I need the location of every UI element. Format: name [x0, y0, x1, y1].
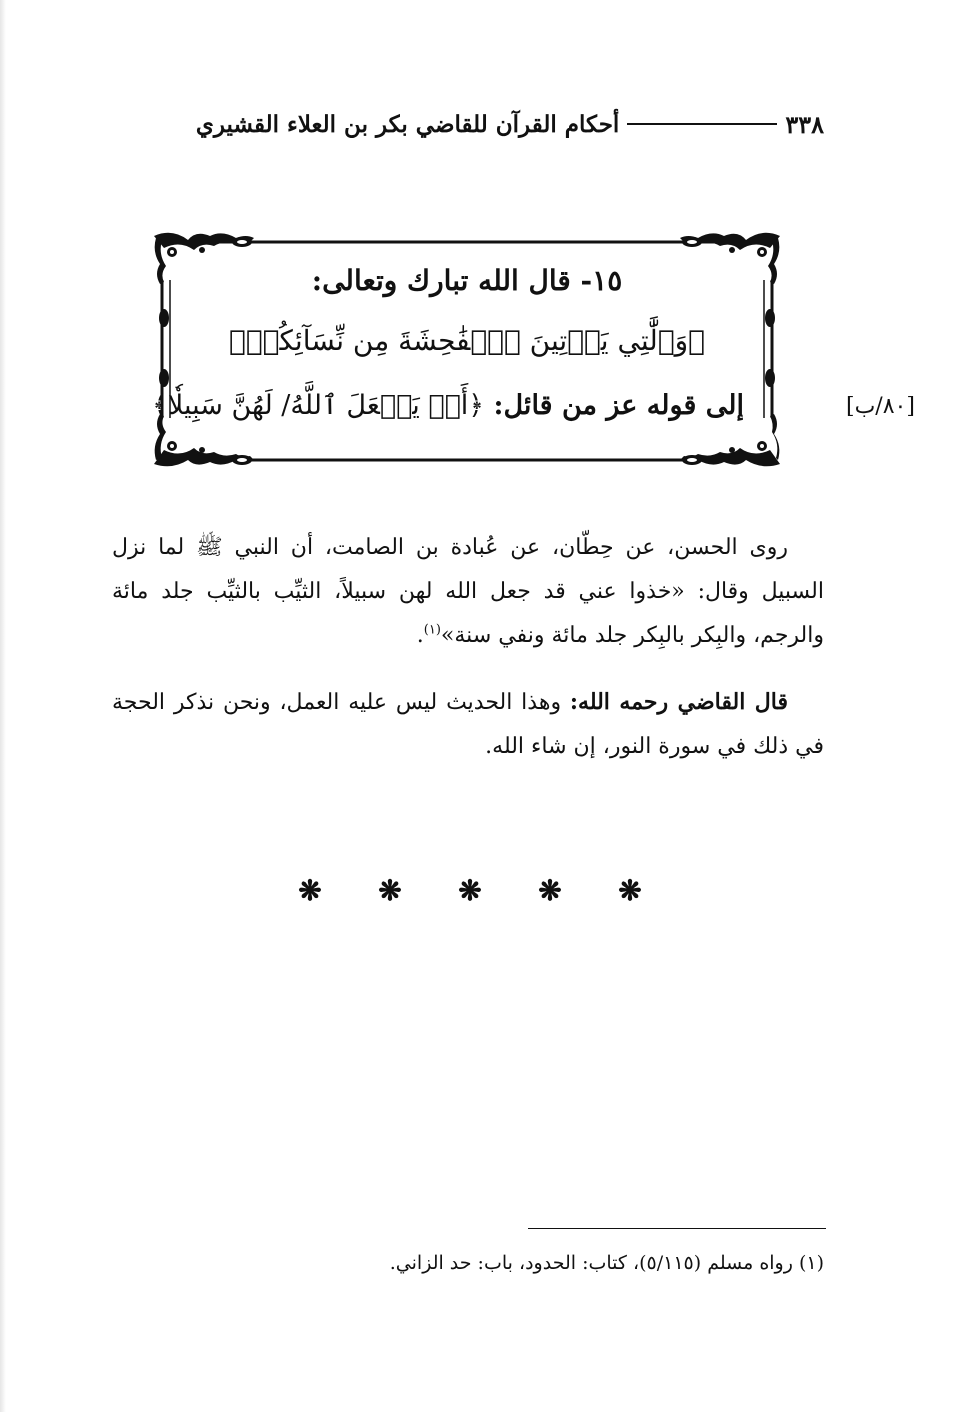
verse-heading: ١٥- قال الله تبارك وتعالى: [311, 264, 623, 297]
footnote-1: (١) رواه مسلم (٥/١١٥)، كتاب: الحدود، باب: حد الزاني. [389, 1252, 824, 1274]
asterisk-icon: ❋ [618, 874, 642, 907]
page-edge [0, 0, 6, 1412]
hadith-end-punct: . [416, 623, 424, 648]
manuscript-folio-mark: [٨٠/ب] [846, 394, 915, 419]
continuation-lead: إلى قوله عز من قائل: [493, 390, 744, 421]
footnote-rule [528, 1228, 826, 1229]
verse-continuation-line [152, 390, 744, 421]
footnote-reference-1[interactable]: (١) [423, 622, 441, 638]
frame-text [152, 228, 744, 468]
asterisk-icon: ❋ [458, 874, 482, 907]
section-separator [290, 874, 650, 907]
book-title: أحكام القرآن للقاضي بكر بن العلاء القشيري [195, 110, 620, 138]
qadi-lead: قال القاضي رحمه الله: [569, 689, 788, 715]
page-number: ٣٣٨ [785, 109, 824, 139]
header-rule [627, 123, 777, 125]
hadith-text: روى الحسن، عن حِطّان، عن عُبادة بن الصامت، أن النبي ﷺ لما نزل السبيل وقال: «خذوا عني قد جعل الله لهن سبيلاً، الثيِّب بالثيِّب جلد مائة والرجم، والبِكر بالبِكر جلد مائة ونفي سنة» [112, 535, 824, 648]
ornamental-verse-frame [150, 228, 784, 468]
quran-ayah-2: ﴿أَوۡ يَجۡعَلَ ٱللَّهُ/ لَهُنَّ سَبِيلٗا﴾ [152, 390, 485, 421]
asterisk-icon: ❋ [378, 874, 402, 907]
asterisk-icon: ❋ [298, 874, 322, 907]
qadi-comment-text: وهذا الحديث ليس عليه العمل، ونحن نذكر الحجة في ذلك في سورة النور، إن شاء الله. [112, 690, 824, 759]
asterisk-icon: ❋ [538, 874, 562, 907]
paragraph-hadith [112, 526, 824, 658]
quran-ayah-1: ﴿وَٱلَّٰتِي يَأۡتِينَ ٱلۡفَٰحِشَةَ مِن نِّسَآئِكُمۡ﴾ [229, 324, 705, 357]
running-header [112, 104, 824, 144]
paragraph-qadi-comment [112, 680, 824, 769]
